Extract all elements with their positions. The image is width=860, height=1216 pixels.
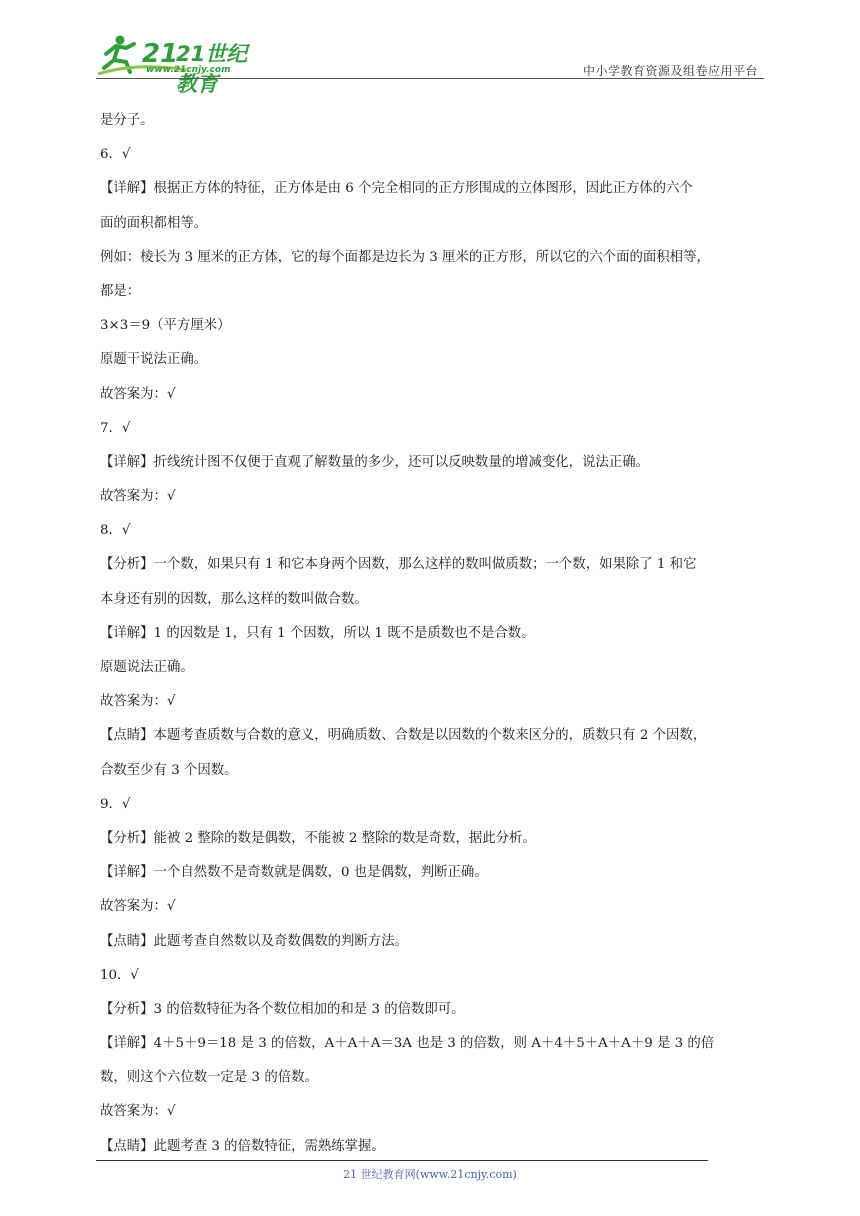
- header-divider: [96, 78, 764, 79]
- page-header: [96, 32, 764, 96]
- text-line: 是分子。: [100, 113, 154, 128]
- text-line: 【详解】1 的因数是 1，只有 1 个因数，所以 1 既不是质数也不是合数。: [100, 625, 535, 641]
- text-line: 8．√: [100, 523, 131, 539]
- text-line: 故答案为：√: [100, 694, 176, 710]
- text-line: 【分析】一个数，如果只有 1 和它本身两个因数，那么这样的数叫做质数；一个数，如果除了 1 和它: [100, 557, 697, 573]
- text-line: 原题干说法正确。: [100, 352, 208, 368]
- text-line: 10．√: [100, 967, 139, 983]
- text-line: 面的面积都相等。: [100, 215, 208, 231]
- platform-name: 中小学教育资源及组卷应用平台: [582, 64, 758, 78]
- svg-text:21: 21: [142, 39, 179, 69]
- document-body: [100, 104, 768, 1164]
- text-line: 故答案为：√: [100, 1104, 176, 1120]
- text-line: 【点睛】此题考查 3 的倍数特征，需熟练掌握。: [100, 1138, 385, 1154]
- text-line: 故答案为：√: [100, 489, 176, 505]
- text-line: 【点睛】此题考查自然数以及奇数偶数的判断方法。: [100, 933, 408, 949]
- text-line: 故答案为：√: [100, 386, 176, 402]
- text-line: 都是：: [100, 283, 141, 299]
- text-line: 本身还有别的因数，那么这样的数叫做合数。: [100, 591, 368, 607]
- logo: [96, 32, 266, 96]
- text-line: 3×3＝9（平方厘米）: [100, 318, 231, 334]
- text-line: 【点睛】本题考查质数与合数的意义，明确质数、合数是以因数的个数来区分的，质数只有 2 个因数，: [100, 728, 707, 744]
- footer-divider: [96, 1160, 708, 1161]
- text-line: 【详解】4＋5＋9＝18 是 3 的倍数，A＋A＋A＝3A 也是 3 的倍数，则 A＋4＋5＋A＋A＋9 是 3 的倍: [100, 1036, 715, 1052]
- text-line: 【详解】根据正方体的特征，正方体是由 6 个完全相同的正方形围成的立体图形，因此正方体的六个: [100, 181, 693, 197]
- text-line: 【详解】折线统计图不仅便于直观了解数量的多少，还可以反映数量的增减变化，说法正确。: [100, 454, 650, 470]
- text-line: 9．√: [100, 796, 131, 812]
- text-line: 数，则这个六位数一定是 3 的倍数。: [100, 1070, 318, 1086]
- text-line: 【详解】一个自然数不是奇数就是偶数，0 也是偶数，判断正确。: [100, 865, 488, 881]
- text-line: 【分析】能被 2 整除的数是偶数，不能被 2 整除的数是奇数，据此分析。: [100, 830, 536, 846]
- text-line: 6．√: [100, 147, 131, 163]
- text-line: 合数至少有 3 个因数。: [100, 762, 238, 778]
- text-line: 7．√: [100, 420, 131, 436]
- footer-text: 21 世纪教育网(www.21cnjy.com): [343, 1168, 517, 1181]
- text-line: 例如：棱长为 3 厘米的正方体，它的每个面都是边长为 3 厘米的正方形，所以它的六个面的面积相等，: [100, 249, 710, 265]
- logo-url: www.21cnjy.com: [146, 65, 231, 75]
- text-line: 【分析】3 的倍数特征为各个数位相加的和是 3 的倍数即可。: [100, 1001, 465, 1017]
- logo-text: 21世纪教育: [176, 42, 248, 96]
- text-line: 故答案为：√: [100, 899, 176, 915]
- text-line: 原题说法正确。: [100, 660, 194, 675]
